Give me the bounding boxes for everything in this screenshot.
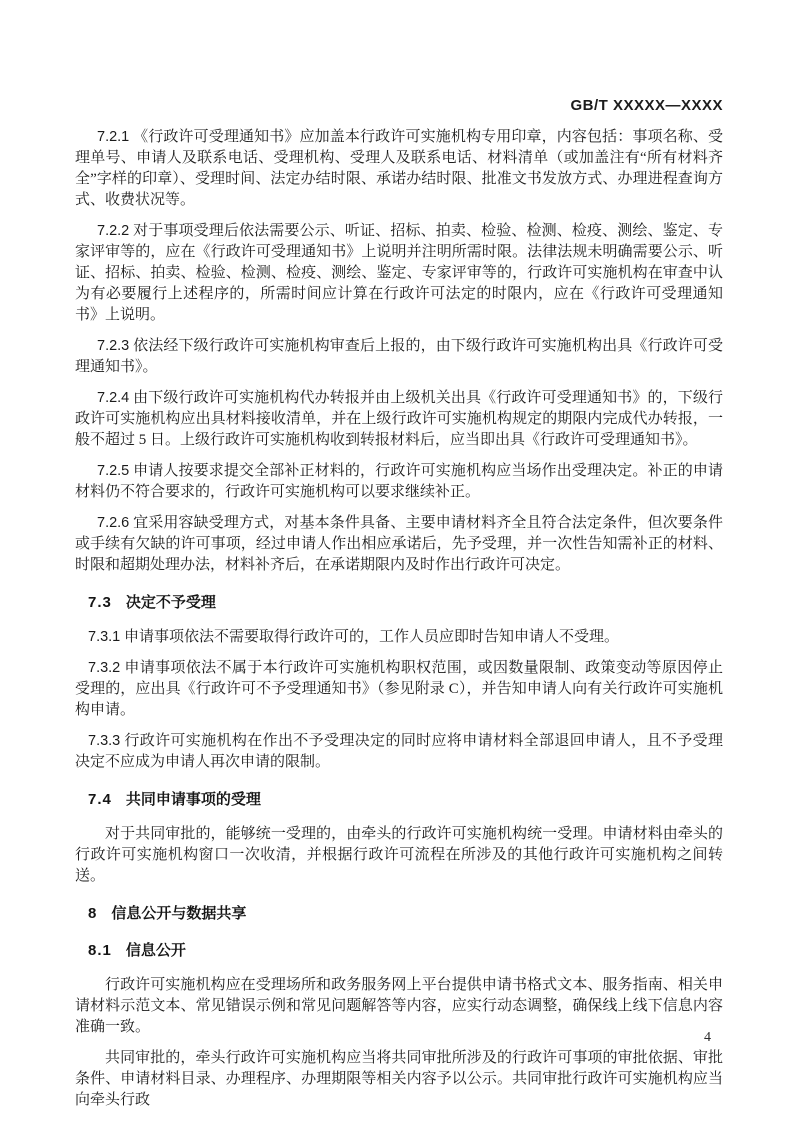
clause-text: 申请事项依法不需要取得行政许可的，工作人员应即时告知申请人不受理。 (124, 629, 620, 645)
page-number: 4 (704, 1030, 711, 1045)
section-title: 信息公开 (125, 942, 186, 959)
section-number: 7.3 (88, 594, 112, 611)
clause-paragraph (75, 127, 723, 211)
clause-paragraph (75, 461, 723, 503)
section-number: 8.1 (88, 942, 112, 959)
clause-paragraph (75, 336, 723, 378)
clause-number: 7.2.6 (97, 515, 130, 531)
section-heading (88, 789, 723, 810)
clause-text: 《行政许可受理通知书》应加盖本行政许可实施机构专用印章，内容包括：事项名称、受理单号、申请人及联系电话、受理机构、受理人及联系电话、材料清单（或加盖注有“所有材料齐全”字样的印章）、受理时间、法定办结时限、承诺办结时限、批准文书发放方式、办理进程查询方式、收费状况等。 (75, 129, 724, 208)
section-heading (88, 903, 723, 924)
clause-text: 对于事项受理后依法需要公示、听证、招标、拍卖、检验、检测、检疫、测绘、鉴定、专家评审等的，应在《行政许可受理通知书》上说明并注明所需时限。法律法规未明确需要公示、听证、招标、拍卖、检验、检测、检疫、测绘、鉴定、专家评审等的，行政许可实施机构在审查中认为有必要履行上述程序的，所需时间应计算在行政许可法定的时限内，应在《行政许可受理通知书》上说明。 (75, 223, 724, 323)
section-number: 8 (88, 905, 98, 922)
clause-text: 行政许可实施机构在作出不予受理决定的同时应将申请材料全部退回申请人，且不予受理决定不应成为申请人再次申请的限制。 (75, 733, 723, 770)
clause-number: 7.2.5 (97, 463, 130, 479)
document-body (75, 127, 723, 1121)
paragraph-text: 共同审批的，牵头行政许可实施机构应当将共同审批所涉及的行政许可事项的审批依据、审批条件、申请材料目录、办理程序、办理期限等相关内容予以公示。共同审批行政许可实施机构应当向牵头行政 (75, 1050, 723, 1108)
paragraph-text: 对于共同审批的，能够统一受理的，由牵头的行政许可实施机构统一受理。申请材料由牵头的行政许可实施机构窗口一次收清，并根据行政许可流程在所涉及的其他行政许可实施机构之间转送。 (75, 826, 723, 884)
section-title: 共同申请事项的受理 (125, 791, 261, 808)
clause-paragraph (75, 627, 723, 648)
clause-number: 7.2.3 (97, 338, 130, 354)
clause-number: 7.2.4 (97, 390, 130, 406)
clause-paragraph (75, 658, 723, 721)
clause-number: 7.3.1 (88, 629, 121, 645)
section-number: 7.4 (88, 791, 112, 808)
clause-text: 宜采用容缺受理方式，对基本条件具备、主要申请材料齐全且符合法定条件，但次要条件或手续有欠缺的许可事项，经过申请人作出相应承诺后，先予受理，并一次性告知需补正的材料、时限和超期处理办法，材料补齐后，在承诺期限内及时作出行政许可决定。 (75, 515, 724, 573)
clause-paragraph (75, 731, 723, 773)
clause-number: 7.2.1 (97, 129, 130, 145)
section-title: 决定不予受理 (125, 594, 216, 611)
clause-number: 7.3.3 (88, 733, 121, 749)
clause-paragraph (75, 513, 723, 576)
clause-text: 依法经下级行政许可实施机构审查后上报的，由下级行政许可实施机构出具《行政许可受理通知书》。 (75, 338, 724, 375)
body-paragraph (75, 824, 723, 887)
body-paragraph (75, 1048, 723, 1111)
section-title: 信息公开与数据共享 (111, 905, 247, 922)
clause-paragraph (75, 221, 723, 326)
clause-number: 7.3.2 (88, 660, 121, 676)
section-heading (88, 592, 723, 613)
section-heading (88, 940, 723, 961)
clause-text: 申请人按要求提交全部补正材料的，行政许可实施机构应当场作出受理决定。补正的申请材料仍不符合要求的，行政许可实施机构可以要求继续补正。 (75, 463, 724, 500)
paragraph-text: 行政许可实施机构应在受理场所和政务服务网上平台提供申请书格式文本、服务指南、相关申请材料示范文本、常见错误示例和常见问题解答等内容，应实行动态调整，确保线上线下信息内容准确一致。 (75, 977, 723, 1035)
standard-code-header: GB/T XXXXX—XXXX (570, 97, 723, 114)
body-paragraph (75, 975, 723, 1038)
clause-paragraph (75, 388, 723, 451)
clause-number: 7.2.2 (97, 223, 130, 239)
clause-text: 由下级行政许可实施机构代办转报并由上级机关出具《行政许可受理通知书》的，下级行政许可实施机构应出具材料接收清单，并在上级行政许可实施机构规定的期限内完成代办转报，一般不超过 5 日。上级行政许可实施机构收到转报材料后，应当即出具《行政许可受理通知书》。 (75, 390, 724, 448)
clause-text: 申请事项依法不属于本行政许可实施机构职权范围，或因数量限制、政策变动等原因停止受理的，应出具《行政许可不予受理通知书》（参见附录 C），并告知申请人向有关行政许可实施机构申请。 (75, 660, 723, 718)
